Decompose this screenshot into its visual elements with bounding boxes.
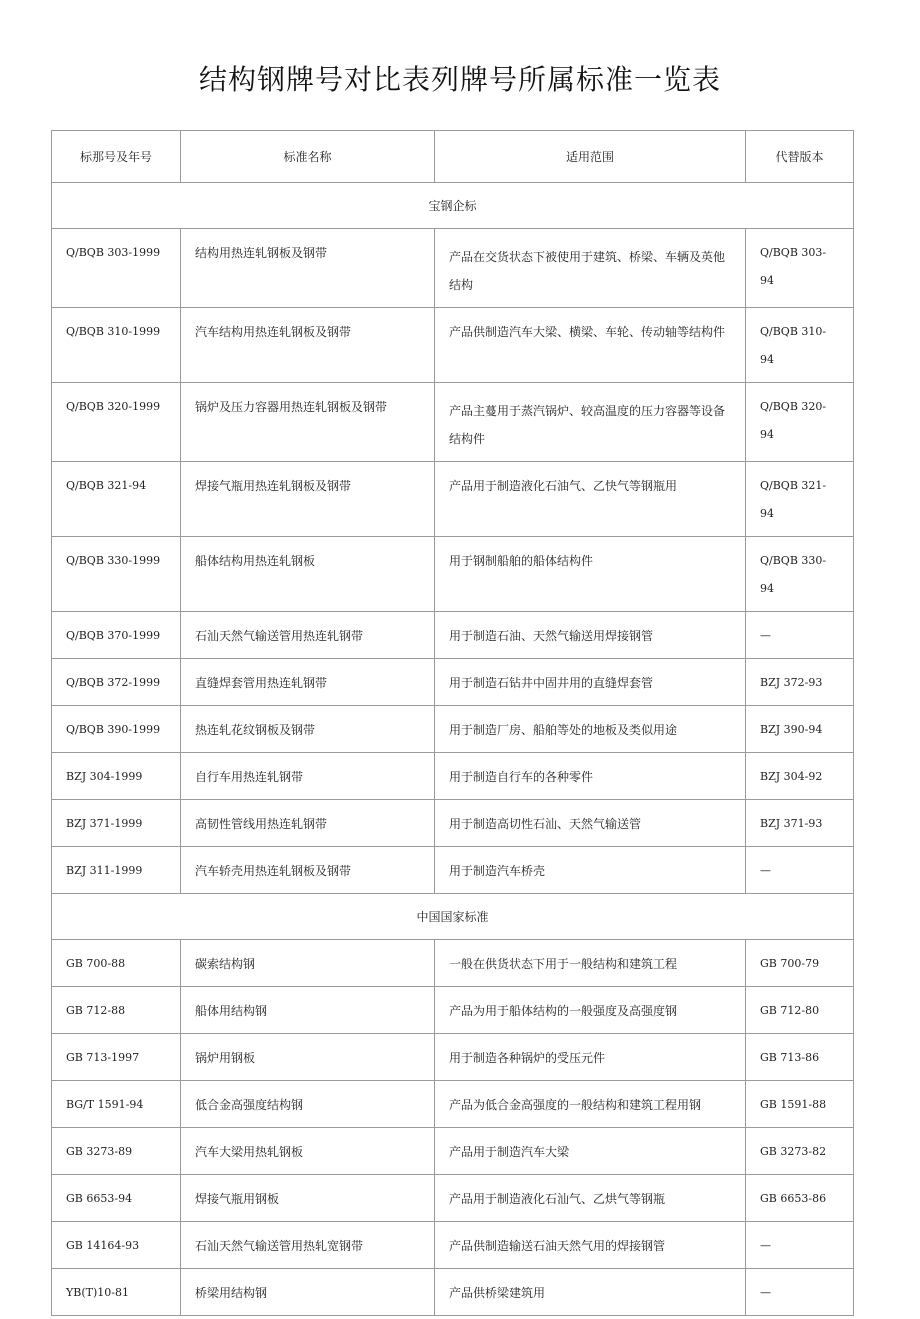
table-row <box>52 383 854 462</box>
standard-code: GB 713-1997 <box>52 1034 181 1081</box>
replaced-version: BZJ 304-92 <box>746 753 854 800</box>
standard-name: 高韧性管线用热连轧钢带 <box>181 800 435 847</box>
header-name: 标准名称 <box>181 131 435 183</box>
standard-name: 汽车大梁用热轧钢板 <box>181 1128 435 1175</box>
replaced-version: — <box>746 1269 854 1316</box>
standard-code: BZJ 304-1999 <box>52 753 181 800</box>
table-row <box>52 1269 854 1316</box>
standard-scope: 产品主蔓用于蒸汽锅炉、较高温度的压力容器等设备结构件 <box>435 383 746 462</box>
standard-code: Q/BQB 330-1999 <box>52 537 181 612</box>
table-row <box>52 753 854 800</box>
table-row <box>52 706 854 753</box>
section-label: 中国国家标准 <box>52 894 854 940</box>
standard-name: 汽车轿壳用热连轧钢板及钢带 <box>181 847 435 894</box>
standard-name: 焊接气瓶用热连轧钢板及钢带 <box>181 462 435 537</box>
standard-scope: 产品用于制造汽车大梁 <box>435 1128 746 1175</box>
standard-scope: 产品在交货状态下被使用于建筑、桥梁、车辆及英他结构 <box>435 229 746 308</box>
standard-scope: 用于制造石油、天然气输送用焊接钢管 <box>435 612 746 659</box>
standard-name: 碳索结构钢 <box>181 940 435 987</box>
table-row <box>52 1081 854 1128</box>
standard-code: GB 14164-93 <box>52 1222 181 1269</box>
standard-name: 石汕天然气输送管用热连轧钢带 <box>181 612 435 659</box>
table-row <box>52 800 854 847</box>
standard-name: 汽车结构用热连轧钢板及钢带 <box>181 308 435 383</box>
header-code: 标那号及年号 <box>52 131 181 183</box>
standard-scope: 用于制造厂房、船舶等处的地板及类似用途 <box>435 706 746 753</box>
replaced-version: BZJ 372-93 <box>746 659 854 706</box>
replaced-version: BZJ 371-93 <box>746 800 854 847</box>
standard-code: Q/BQB 372-1999 <box>52 659 181 706</box>
standard-name: 锅炉用钢板 <box>181 1034 435 1081</box>
standard-scope: 用于制造各种锅炉的受压元件 <box>435 1034 746 1081</box>
standard-name: 船体用结构钢 <box>181 987 435 1034</box>
table-row <box>52 940 854 987</box>
standard-scope: 用于钢制船舶的船体结构件 <box>435 537 746 612</box>
standard-code: Q/BQB 370-1999 <box>52 612 181 659</box>
standard-scope: 一般在供货状态下用于一般结构和建筑工程 <box>435 940 746 987</box>
standard-name: 焊接气瓶用钢板 <box>181 1175 435 1222</box>
standard-code: GB 6653-94 <box>52 1175 181 1222</box>
standard-scope: 用于制造汽车桥壳 <box>435 847 746 894</box>
table-row <box>52 847 854 894</box>
standard-name: 船体结构用热连轧钢板 <box>181 537 435 612</box>
standard-code: Q/BQB 303-1999 <box>52 229 181 308</box>
header-replaces: 代替版本 <box>746 131 854 183</box>
standard-code: GB 712-88 <box>52 987 181 1034</box>
replaced-version: Q/BQB 310-94 <box>746 308 854 383</box>
standard-scope: 产品供制造汽车大梁、横梁、车轮、传动轴等结构件 <box>435 308 746 383</box>
table-row <box>52 612 854 659</box>
section-row <box>52 894 854 940</box>
standard-name: 自行车用热连轧钢带 <box>181 753 435 800</box>
table-row <box>52 229 854 308</box>
standard-scope: 产品为用于船体结构的一般强度及高强度钢 <box>435 987 746 1034</box>
replaced-version: BZJ 390-94 <box>746 706 854 753</box>
table-row <box>52 1222 854 1269</box>
replaced-version: — <box>746 1222 854 1269</box>
standard-scope: 用于制造高切性石汕、天然气输送管 <box>435 800 746 847</box>
standard-code: Q/BQB 321-94 <box>52 462 181 537</box>
replaced-version: GB 6653-86 <box>746 1175 854 1222</box>
standard-name: 锅炉及压力容器用热连轧钢板及钢带 <box>181 383 435 462</box>
replaced-version: Q/BQB 303-94 <box>746 229 854 308</box>
replaced-version: GB 1591-88 <box>746 1081 854 1128</box>
standard-code: Q/BQB 320-1999 <box>52 383 181 462</box>
standard-name: 直缝焊套管用热连轧钢带 <box>181 659 435 706</box>
standard-name: 石汕天然气输送管用热轧宽钢带 <box>181 1222 435 1269</box>
replaced-version: — <box>746 847 854 894</box>
table-header-row <box>52 131 854 183</box>
standard-scope: 用于制造自行车的各种零件 <box>435 753 746 800</box>
table-row <box>52 1128 854 1175</box>
table-row <box>52 987 854 1034</box>
replaced-version: GB 713-86 <box>746 1034 854 1081</box>
section-row <box>52 183 854 229</box>
standard-code: GB 3273-89 <box>52 1128 181 1175</box>
standard-name: 桥梁用结构钢 <box>181 1269 435 1316</box>
replaced-version: Q/BQB 321-94 <box>746 462 854 537</box>
standard-code: BZJ 311-1999 <box>52 847 181 894</box>
standard-scope: 用于制造石钻井中固井用的直缝焊套管 <box>435 659 746 706</box>
standard-code: Q/BQB 310-1999 <box>52 308 181 383</box>
standard-code: GB 700-88 <box>52 940 181 987</box>
standard-scope: 产品供制造输送石油天然气用的焊接钢管 <box>435 1222 746 1269</box>
replaced-version: — <box>746 612 854 659</box>
table-row <box>52 659 854 706</box>
standard-code: Q/BQB 390-1999 <box>52 706 181 753</box>
standard-code: BZJ 371-1999 <box>52 800 181 847</box>
page-title: 结构钢牌号对比表列牌号所属标准一览表 <box>198 63 721 96</box>
replaced-version: GB 712-80 <box>746 987 854 1034</box>
standard-name: 结构用热连轧钢板及钢带 <box>181 229 435 308</box>
standard-scope: 产品供桥梁建筑用 <box>435 1269 746 1316</box>
replaced-version: Q/BQB 320-94 <box>746 383 854 462</box>
section-label: 宝钢企标 <box>52 183 854 229</box>
standard-scope: 产品用于制造液化石油气、乙快气等钢瓶用 <box>435 462 746 537</box>
standard-code: BG/T 1591-94 <box>52 1081 181 1128</box>
table-row <box>52 1175 854 1222</box>
standard-code: YB(T)10-81 <box>52 1269 181 1316</box>
standard-scope: 产品用于制造液化石汕气、乙烘气等钢瓶 <box>435 1175 746 1222</box>
table-row <box>52 462 854 537</box>
standard-scope: 产品为低合金高强度的一般结构和建筑工程用钢 <box>435 1081 746 1128</box>
header-scope: 适用范围 <box>435 131 746 183</box>
standard-name: 热连轧花纹钢板及钢带 <box>181 706 435 753</box>
replaced-version: Q/BQB 330-94 <box>746 537 854 612</box>
table-row <box>52 1034 854 1081</box>
replaced-version: GB 700-79 <box>746 940 854 987</box>
standards-table <box>51 130 854 1316</box>
standard-name: 低合金高强度结构钢 <box>181 1081 435 1128</box>
table-row <box>52 308 854 383</box>
table-row <box>52 537 854 612</box>
replaced-version: GB 3273-82 <box>746 1128 854 1175</box>
